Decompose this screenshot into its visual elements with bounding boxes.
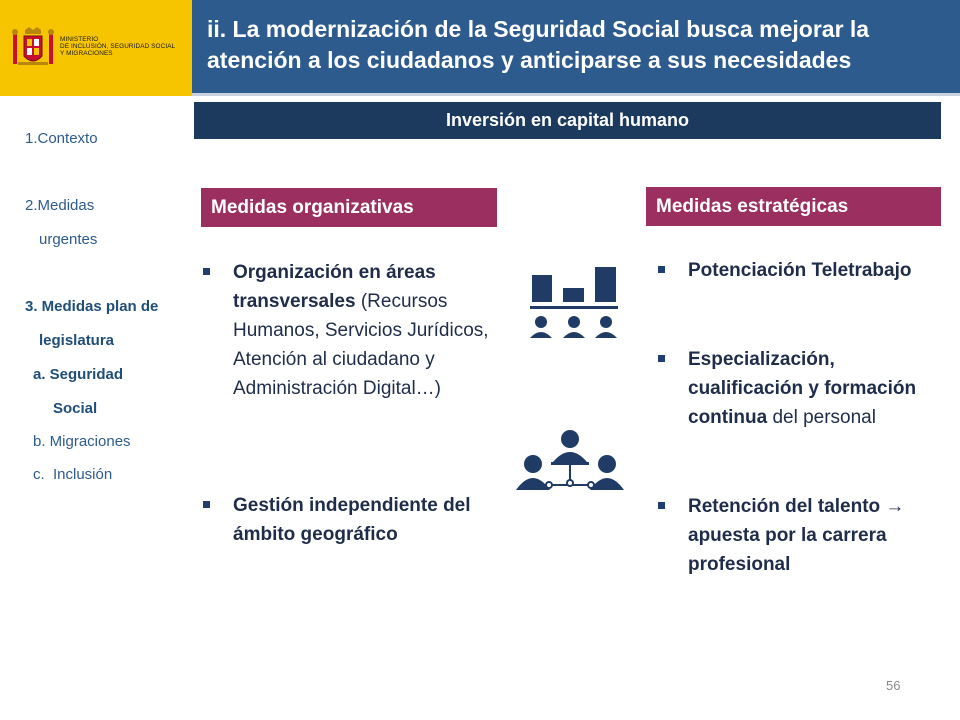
bullet-icon	[658, 355, 665, 362]
sidebar-item-plan-legislatura-cont[interactable]: legislatura	[39, 332, 115, 349]
team-meeting-icon	[515, 428, 625, 492]
page-number: 56	[886, 678, 901, 693]
sidebar-item-medidas-urgentes[interactable]: 2.Medidas	[25, 197, 95, 214]
sidebar-item-inclusion[interactable]: c. Inclusión	[33, 466, 113, 483]
bullet-bold: Gestión independiente del ámbito geográfico	[233, 495, 471, 545]
title-bar	[192, 0, 960, 96]
bullet-rest: del personal	[767, 407, 876, 428]
crest-icon	[10, 26, 56, 70]
sidebar-item-medidas-urgentes-cont[interactable]: urgentes	[39, 231, 98, 248]
bullet-text	[233, 491, 508, 549]
ministry-line: DE INCLUSIÓN, SEGURIDAD SOCIAL	[60, 43, 176, 51]
bullet-bold: Retención del talento → apuesta por la carrera profesional	[688, 496, 905, 575]
bullet-icon	[658, 266, 665, 273]
ministry-line: MINISTERIO	[60, 36, 99, 43]
sidebar-item-plan-legislatura[interactable]: 3. Medidas plan de	[25, 298, 159, 315]
ministry-name	[60, 36, 188, 58]
bullet-bold: Potenciación Teletrabajo	[688, 260, 912, 281]
sidebar-nav	[0, 96, 192, 496]
bullet-text	[688, 492, 938, 579]
bullet-icon	[203, 268, 210, 275]
bullet-bold: Organización en áreas transversales	[233, 262, 436, 312]
left-section-heading: Medidas organizativas	[201, 188, 497, 227]
sidebar-item-contexto[interactable]: 1.Contexto	[25, 130, 98, 147]
bullet-rest: (Recursos Humanos, Servicios Jurídicos, Atención al ciudadano y Administración Digital…)	[233, 291, 489, 399]
ministry-line: Y MIGRACIONES	[60, 50, 113, 58]
sidebar-item-migraciones[interactable]: b. Migraciones	[33, 433, 131, 450]
section-banner: Inversión en capital humano	[194, 102, 941, 139]
ministry-logo	[0, 0, 192, 96]
slide-title: ii. La modernización de la Seguridad Social busca mejorar la atención a los ciudadanos y anticiparse a sus necesidades	[207, 16, 870, 73]
bullet-text	[688, 256, 948, 285]
bullet-bold: Especialización, cualificación y formación continua	[688, 349, 917, 428]
right-section-heading: Medidas estratégicas	[646, 187, 941, 226]
bullet-icon	[203, 501, 210, 508]
bullet-icon	[658, 502, 665, 509]
org-chart-icon	[528, 262, 620, 342]
sidebar-item-seguridad-social[interactable]: a. Seguridad	[33, 366, 124, 383]
bullet-text	[688, 345, 950, 432]
sidebar-item-seguridad-social-cont[interactable]: Social	[53, 400, 98, 417]
bullet-text	[233, 258, 513, 403]
